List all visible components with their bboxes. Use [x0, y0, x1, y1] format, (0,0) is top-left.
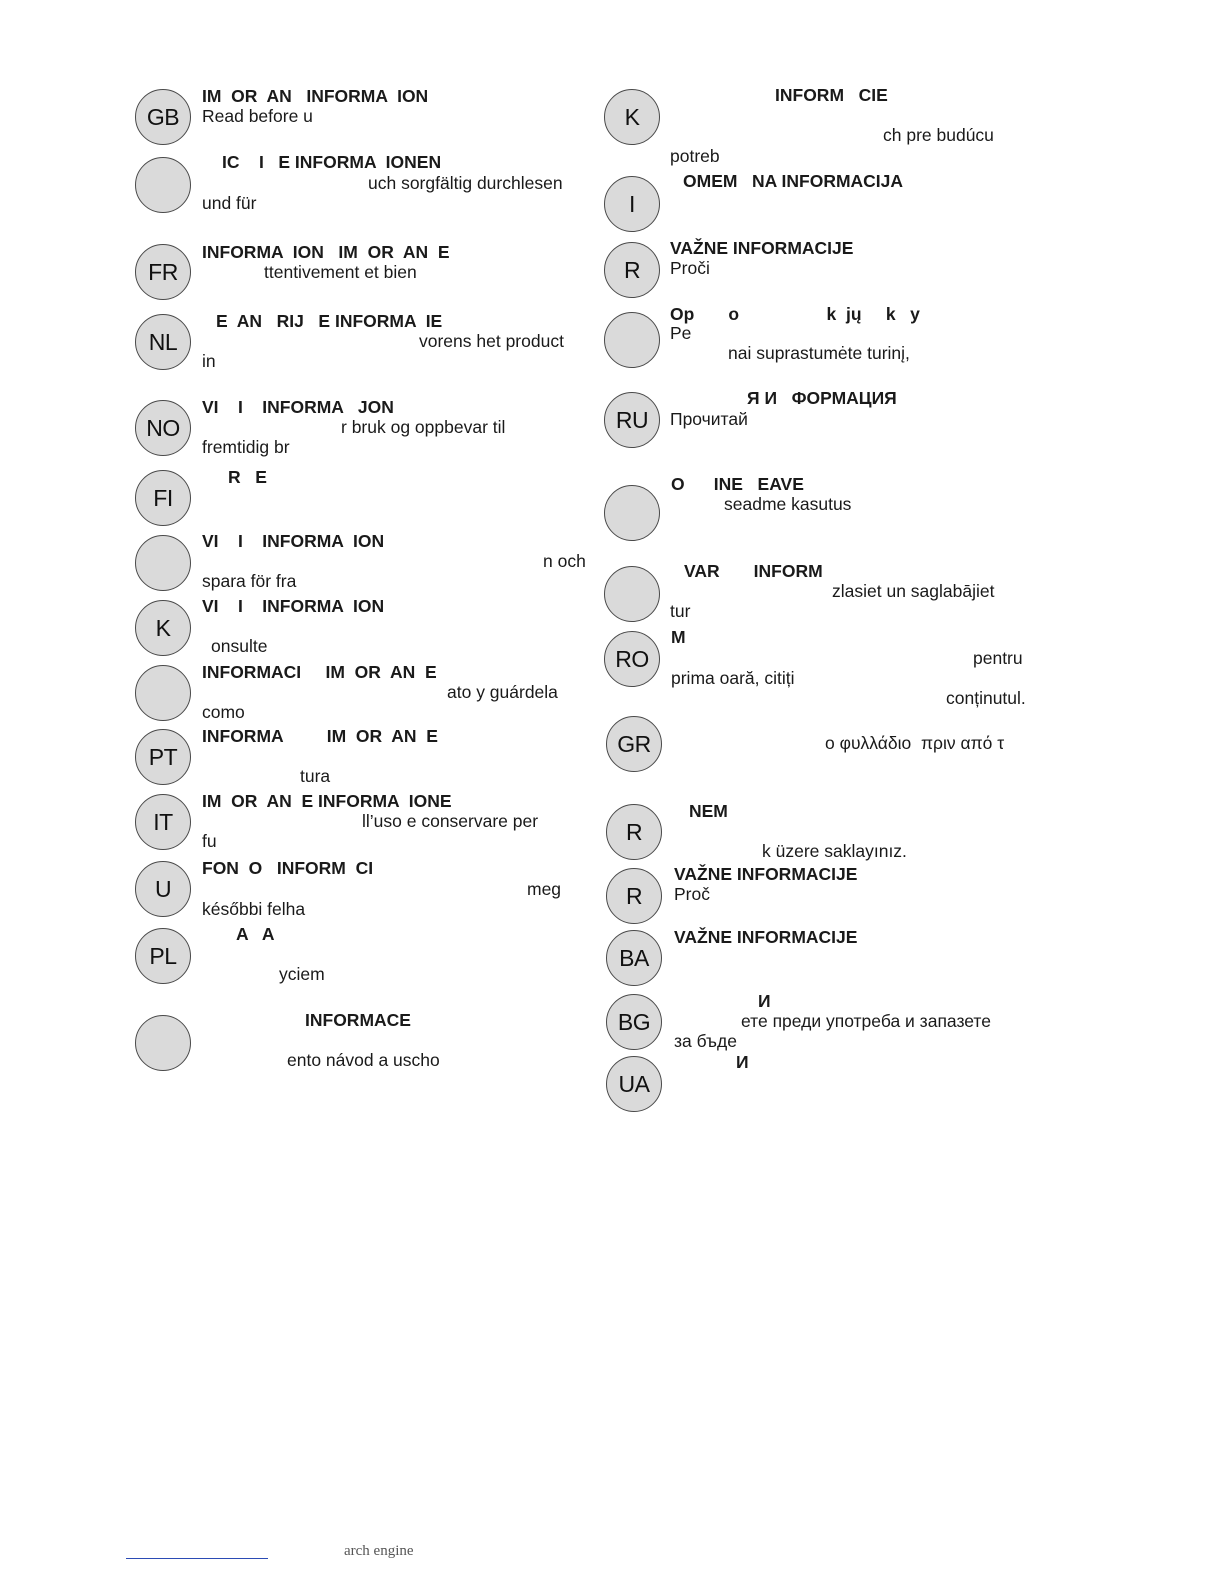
section-heading: INFORM CIE: [775, 85, 888, 105]
language-badge-bg: BG: [606, 994, 662, 1050]
language-badge-blank: [135, 1015, 191, 1071]
language-badge-r: R: [606, 868, 662, 924]
section-text: ο φυλλάδιο πριν από τ: [825, 733, 1005, 753]
section-heading: Я И ФОРМАЦИЯ: [747, 388, 897, 408]
language-badge-blank: [604, 312, 660, 368]
section-text: spara för fra: [202, 571, 297, 591]
language-badge-r: R: [606, 804, 662, 860]
section-text: Pe: [670, 323, 692, 343]
language-badge-nl: NL: [135, 314, 191, 370]
language-badge-it: IT: [135, 794, 191, 850]
section-text: Прочитай: [670, 409, 748, 429]
section-heading: VAŽNE INFORMACIJE: [674, 864, 858, 884]
section-text: in: [202, 351, 216, 371]
section-text: tura: [300, 766, 331, 786]
language-badge-i: I: [604, 176, 660, 232]
section-heading: M: [671, 627, 686, 647]
section-text: ете преди употреба и запазете: [741, 1011, 991, 1031]
language-badge-ro: RO: [604, 631, 660, 687]
section-text: későbbi felha: [202, 899, 306, 919]
section-text: como: [202, 702, 245, 722]
section-text: ll’uso e conservare per: [362, 811, 539, 831]
language-badge-pt: PT: [135, 729, 191, 785]
section-text: ento návod a uscho: [287, 1050, 440, 1070]
language-badge-fi: FI: [135, 470, 191, 526]
section-heading: IM OR AN E INFORMA IONE: [202, 791, 452, 811]
section-heading: OMEM NA INFORMACIJA: [683, 171, 904, 191]
section-text: conținutul.: [946, 688, 1026, 708]
section-text: k üzere saklayınız.: [762, 841, 907, 861]
section-text: ttentivement et bien: [264, 262, 417, 282]
language-badge-gb: GB: [135, 89, 191, 145]
section-text: uch sorgfältig durchlesen: [368, 173, 563, 193]
section-text: pentru: [973, 648, 1023, 668]
section-heading: VI I INFORMA ION: [202, 596, 385, 616]
language-badge-ru: RU: [604, 392, 660, 448]
section-text: r bruk og oppbevar til: [341, 417, 506, 437]
section-heading: IM OR AN INFORMA ION: [202, 86, 429, 106]
section-heading: И: [758, 991, 771, 1011]
section-text: ato y guárdela: [447, 682, 558, 702]
section-text: n och: [543, 551, 586, 571]
section-heading: VI I INFORMA ION: [202, 531, 385, 551]
section-heading: R E: [228, 467, 267, 487]
section-text: onsulte: [211, 636, 268, 656]
section-text: за бъде: [674, 1031, 737, 1051]
footer-link-underline[interactable]: [126, 1558, 268, 1559]
section-heading: A A: [236, 924, 275, 944]
section-heading: INFORMACE: [305, 1010, 411, 1030]
section-heading: INFORMACI IM OR AN E: [202, 662, 437, 682]
section-heading: VAR INFORM: [684, 561, 823, 581]
language-badge-blank: [135, 157, 191, 213]
language-badge-k: K: [604, 89, 660, 145]
section-text: meg: [527, 879, 562, 899]
section-text: potreb: [670, 146, 720, 166]
language-badge-blank: [135, 535, 191, 591]
section-text: seadme kasutus: [724, 494, 852, 514]
section-text: Proči: [670, 258, 710, 278]
section-heading: E AN RIJ E INFORMA IE: [216, 311, 443, 331]
language-badge-gr: GR: [606, 716, 662, 772]
section-heading: FON O INFORM CI: [202, 858, 374, 878]
section-text: zlasiet un saglabājiet: [832, 581, 995, 601]
language-badge-blank: [135, 665, 191, 721]
language-badge-ua: UA: [606, 1056, 662, 1112]
language-badge-k: K: [135, 600, 191, 656]
section-heading: O INE EAVE: [671, 474, 804, 494]
section-text: yciem: [279, 964, 325, 984]
language-badge-blank: [604, 485, 660, 541]
section-text: tur: [670, 601, 691, 621]
language-badge-pl: PL: [135, 928, 191, 984]
section-text: und für: [202, 193, 257, 213]
section-heading: VI I INFORMA JON: [202, 397, 394, 417]
section-heading: INFORMA ION IM OR AN E: [202, 242, 450, 262]
section-text: ch pre budúcu: [883, 125, 994, 145]
footer-text: arch engine: [344, 1543, 414, 1559]
section-heading: INFORMA IM OR AN E: [202, 726, 438, 746]
language-badge-u: U: [135, 861, 191, 917]
section-heading: IC I E INFORMA IONEN: [222, 152, 442, 172]
section-text: prima oară, citiți: [671, 668, 795, 688]
language-badge-fr: FR: [135, 244, 191, 300]
section-heading: Op o k jų k y: [670, 304, 920, 324]
section-text: fu: [202, 831, 217, 851]
language-badge-r: R: [604, 242, 660, 298]
section-text: fremtidig br: [202, 437, 290, 457]
section-text: Proč: [674, 884, 710, 904]
section-text: vorens het product: [419, 331, 564, 351]
section-heading: И: [736, 1052, 749, 1072]
language-badge-blank: [604, 566, 660, 622]
section-heading: VAŽNE INFORMACIJE: [670, 238, 854, 258]
language-badge-ba: BA: [606, 930, 662, 986]
section-text: Read before u: [202, 106, 313, 126]
section-heading: NEM: [689, 801, 728, 821]
section-heading: VAŽNE INFORMACIJE: [674, 927, 858, 947]
section-text: nai suprastumėte turinį,: [728, 343, 910, 363]
language-badge-no: NO: [135, 400, 191, 456]
